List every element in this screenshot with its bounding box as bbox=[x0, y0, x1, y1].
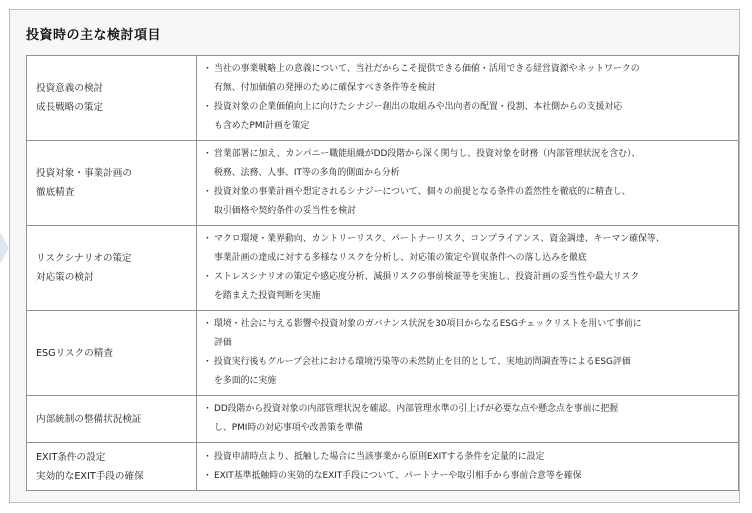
category-label: 内部統制の整備状況検証 bbox=[36, 413, 142, 425]
table-row bbox=[27, 311, 739, 396]
category-label: 徹底精査 bbox=[36, 187, 75, 198]
detail-cell bbox=[197, 443, 739, 491]
panel-title: 投資時の主な検討項目 bbox=[26, 28, 162, 43]
detail-bullet: ・ 投資対象の企業価値向上に向けたシナジー創出の取組みや出向者の配置・役割、本社側からの支援対応 も含めたPMI計画を策定 bbox=[205, 98, 730, 136]
detail-cell bbox=[197, 141, 739, 226]
category-label: 実効的なEXIT手段の確保 bbox=[36, 470, 144, 482]
table-row bbox=[27, 141, 739, 226]
category-label: 投資対象・事業計画の bbox=[36, 168, 132, 179]
review-items-table bbox=[26, 55, 739, 491]
category-cell bbox=[27, 141, 197, 226]
detail-cell bbox=[197, 226, 739, 311]
detail-bullet: ・ 環境・社会に与える影響や投資対象のガバナンス状況を30項目からなるESGチェックリストを用いて事前に 評価 bbox=[205, 315, 730, 353]
table-row bbox=[27, 443, 739, 491]
detail-bullet: ・ ストレスシナリオの策定や感応度分析、減損リスクの事前検証等を実施し、投資計画の妥当性や最大リスク を踏まえた投資判断を実施 bbox=[205, 268, 730, 306]
detail-cell bbox=[197, 311, 739, 396]
category-cell bbox=[27, 311, 197, 396]
detail-bullet: ・ 投資実行後もグループ会社における環境汚染等の未然防止を目的として、実地訪問調査等によるESG評価 を多面的に実施 bbox=[205, 353, 730, 391]
table-row bbox=[27, 396, 739, 443]
category-cell bbox=[27, 443, 197, 491]
detail-cell bbox=[197, 56, 739, 141]
review-items-panel bbox=[9, 9, 740, 503]
table-row bbox=[27, 56, 739, 141]
category-cell bbox=[27, 226, 197, 311]
category-label: 対応策の検討 bbox=[36, 272, 94, 283]
category-label: 成長戦略の策定 bbox=[36, 102, 104, 113]
detail-bullet: ・ 投資対象の事業計画や想定されるシナジーについて、個々の前提となる条件の蓋然性を徹底的に精査し、 取引価格や契約条件の妥当性を検討 bbox=[205, 183, 730, 221]
category-label: 投資意義の検討 bbox=[36, 83, 104, 94]
detail-bullet: ・ マクロ環境・業界動向、カントリーリスク、パートナーリスク、コンプライアンス、資金調達、キーマン確保等、 事業計画の達成に対する多様なリスクを分析し、対応策の策定や買収条件への落し込みを徹底 bbox=[205, 230, 730, 268]
category-label: EXIT条件の設定 bbox=[36, 451, 106, 463]
category-cell bbox=[27, 396, 197, 443]
decorative-arrow-shape bbox=[0, 232, 9, 264]
table-row bbox=[27, 226, 739, 311]
detail-bullet: ・ 投資申請時点より、抵触した場合に当該事業から原則EXITする条件を定量的に設定 bbox=[205, 448, 730, 467]
category-label: ESGリスクの精査 bbox=[36, 347, 113, 359]
detail-bullet: ・ 営業部署に加え、カンパニー職能組織がDD段階から深く関与し、投資対象を財務（内部管理状況を含む）、 税務、法務、人事、IT等の多角的側面から分析 bbox=[205, 145, 730, 183]
detail-cell bbox=[197, 396, 739, 443]
category-label: リスクシナリオの策定 bbox=[36, 253, 132, 264]
detail-bullet: ・ DD段階から投資対象の内部管理状況を確認。内部管理水準の引上げが必要な点や懸念点を事前に把握 し、PMI時の対応事項や改善策を準備 bbox=[205, 400, 730, 438]
detail-bullet: ・ EXIT基準抵触時の実効的なEXIT手段について、パートナーや取引相手から事前合意等を確保 bbox=[205, 467, 730, 486]
detail-bullet: ・ 当社の事業戦略上の意義について、当社だからこそ提供できる価値・活用できる経営資源やネットワークの 有無、付加価値の発揮のために確保すべき条件等を検討 bbox=[205, 60, 730, 98]
category-cell bbox=[27, 56, 197, 141]
